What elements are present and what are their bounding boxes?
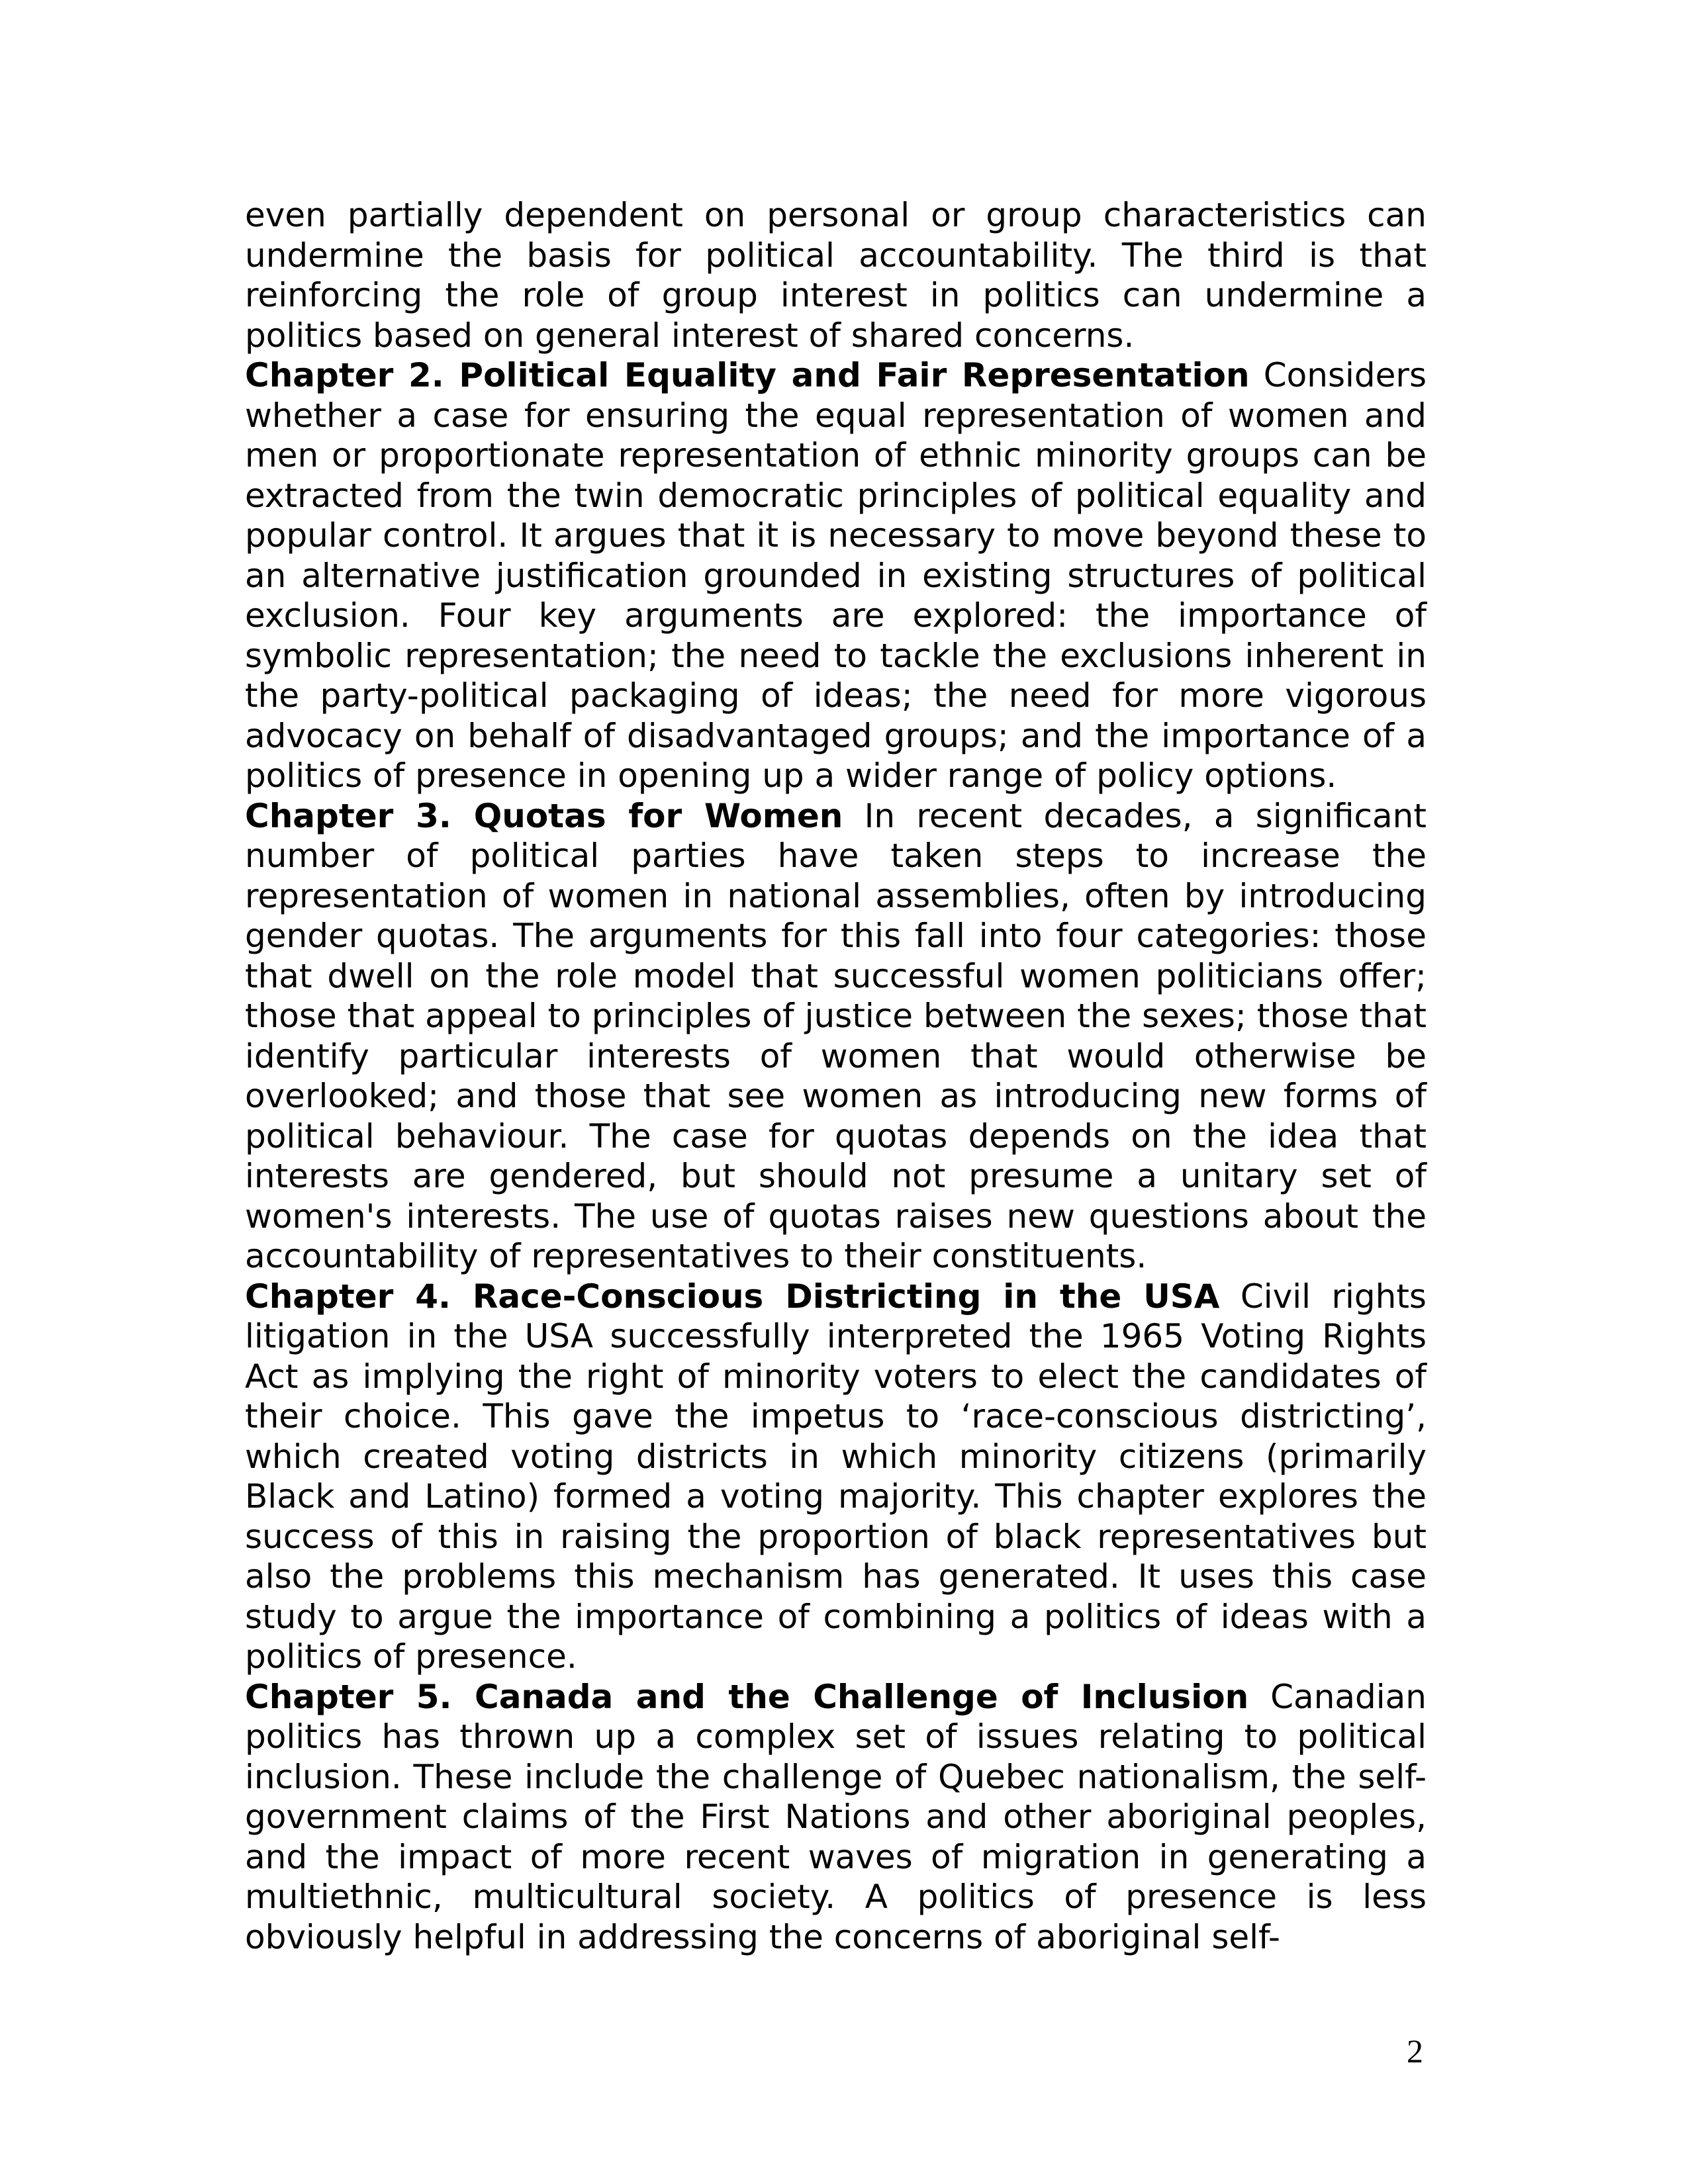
chapter-3-title: Chapter 3. Quotas for Women (245, 796, 843, 835)
chapter-2-paragraph (245, 355, 1427, 796)
chapter-5-title: Chapter 5. Canada and the Challenge of Inclusion (245, 1677, 1249, 1716)
chapter-3-paragraph (245, 796, 1427, 1277)
intro-paragraph: even partially dependent on personal or group characteristics can undermine the basis for political accountability. The third is that reinforcing the role of group interest in politics can undermine a politics based on general interest of shared concerns. (245, 196, 1427, 355)
chapter-5-paragraph (245, 1677, 1427, 1958)
chapter-4-text: Civil rights litigation in the USA successfully interpreted the 1965 Voting Rights Act as implying the right of minority voters to elect the candidates of their choice. This gave the impetus to ‘race-conscious districting’, which created voting districts in which minority citizens (primarily Black and Latino) formed a voting majority. This chapter explores the success of this in raising the proportion of black representatives but also the problems this mechanism has generated. It uses this case study to argue the importance of combining a politics of ideas with a politics of presence. (245, 1277, 1427, 1676)
page-number: 2 (1407, 2032, 1423, 2070)
chapter-4-paragraph (245, 1277, 1427, 1677)
chapter-2-title: Chapter 2. Political Equality and Fair Representation (245, 356, 1250, 394)
chapter-4-title: Chapter 4. Race-Conscious Districting in the USA (245, 1277, 1220, 1316)
chapter-5-text: Canadian politics has thrown up a complex set of issues relating to political inclusion. These include the challenge of Quebec nationalism, the self-government claims of the First Nations and other aboriginal peoples, and the impact of more recent waves of migration in generating a multiethnic, multicultural society. A politics of presence is less obviously helpful in addressing the concerns of aboriginal self- (245, 1677, 1427, 1956)
page-body (245, 195, 1427, 1957)
chapter-3-text: In recent decades, a significant number of political parties have taken steps to increase the representation of women in national assemblies, often by introducing gender quotas. The arguments for this fall into four categories: those that dwell on the role model that successful women politicians offer; those that appeal to principles of justice between the sexes; those that identify particular interests of women that would otherwise be overlooked; and those that see women as introducing new forms of political behaviour. The case for quotas depends on the idea that interests are gendered, but should not presume a unitary set of women's interests. The use of quotas raises new questions about the accountability of representatives to their constituents. (245, 796, 1427, 1275)
chapter-2-text: Considers whether a case for ensuring the equal representation of women and men or proportionate representation of ethnic minority groups can be extracted from the twin democratic principles of political equality and popular control. It argues that it is necessary to move beyond these to an alternative justification grounded in existing structures of political exclusion. Four key arguments are explored: the importance of symbolic representation; the need to tackle the exclusions inherent in the party-political packaging of ideas; the need for more vigorous advocacy on behalf of disadvantaged groups; and the importance of a politics of presence in opening up a wider range of policy options. (245, 356, 1427, 795)
